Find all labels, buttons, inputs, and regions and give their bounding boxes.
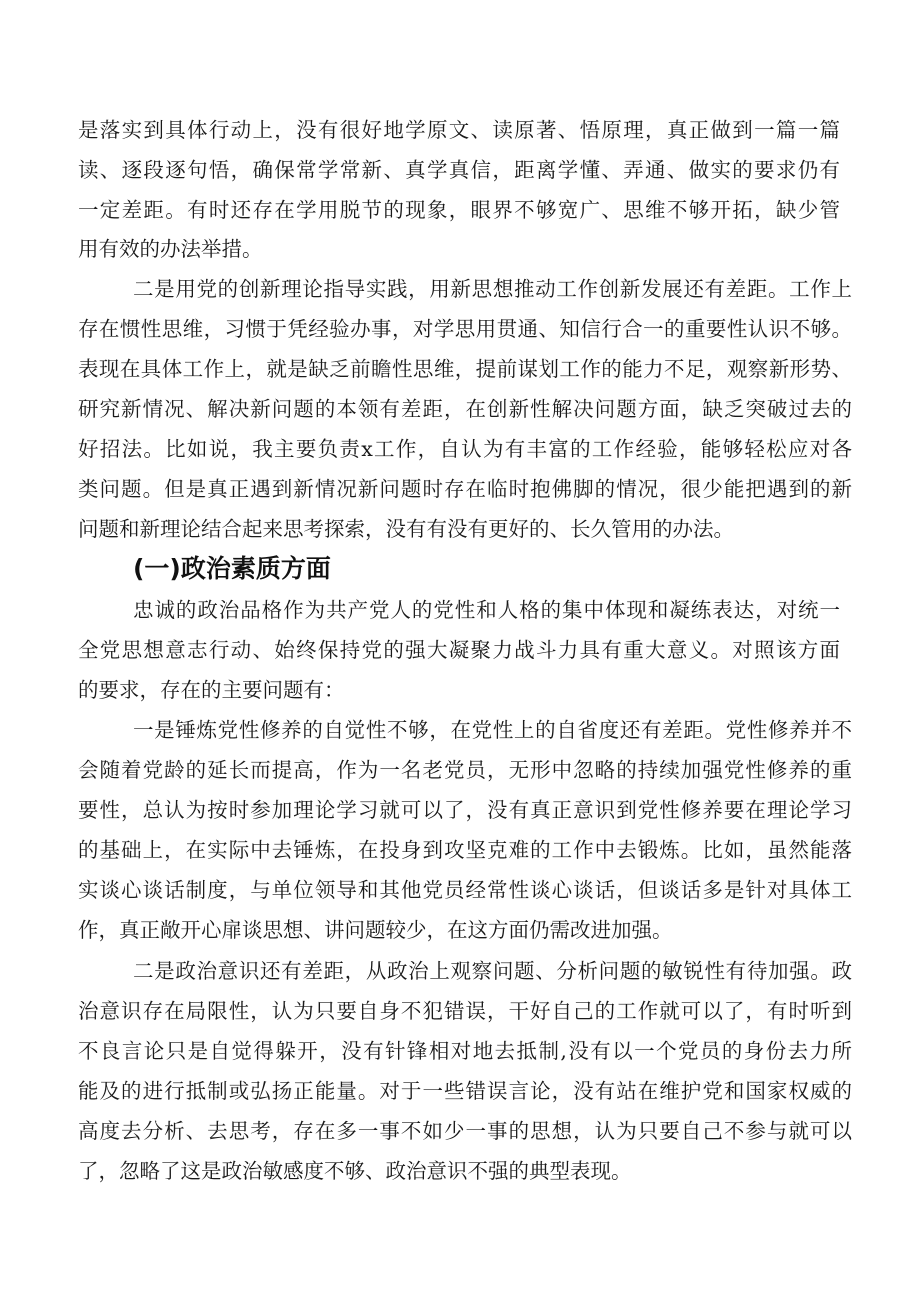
text-line: 存在惯性思维，习惯于凭经验办事，对学思用贯通、知信行合一的重要性认识不够。 xyxy=(78,317,853,341)
text-line: 用有效的办法举措。 xyxy=(78,237,263,261)
section-heading: (一)政治素质方面 xyxy=(133,554,331,583)
text-line: 会随着党龄的延长而提高，作为一名老党员，无形中忽略的持续加强党性修养的重 xyxy=(78,758,854,782)
text-line: 治意识存在局限性，认为只要自身不犯错误，干好自己的工作就可以了，有时听到 xyxy=(78,999,854,1023)
text-line: 类问题。但是真正遇到新情况新问题时存在临时抱佛脚的情况，很少能把遇到的新 xyxy=(78,477,854,501)
text-line: 表现在具体工作上，就是缺乏前瞻性思维，提前谋划工作的能力不足，观察新形势、 xyxy=(78,357,853,381)
text-line: 不良言论只是自觉得躲开，没有针锋相对地去抵制,没有以一个党员的身份去力所 xyxy=(78,1039,854,1063)
text-line: 二是政治意识还有差距，从政治上观察问题、分析问题的敏锐性有待加强。政 xyxy=(133,959,853,983)
text-line: 是落实到具体行动上，没有很好地学原文、读原著、悟原理，真正做到一篇一篇 xyxy=(78,118,842,142)
text-line: 好招法。比如说，我主要负责x工作，自认为有丰富的工作经验，能够轻松应对各 xyxy=(78,437,854,461)
text-line: 忠诚的政治品格作为共产党人的党性和人格的集中体现和凝练表达，对统一 xyxy=(133,598,841,622)
text-line: 实谈心谈话制度，与单位领导和其他党员经常性谈心谈话，但谈话多是针对具体工 xyxy=(78,878,854,902)
text-line: 了，忽略了这是政治敏感度不够、政治意识不强的典型表现。 xyxy=(78,1159,632,1183)
text-line: 研究新情况、解决新问题的本领有差距，在创新性解决问题方面，缺乏突破过去的 xyxy=(78,397,854,421)
text-line: 高度去分析、去思考，存在多一事不如少一事的思想，认为只要自己不参与就可以 xyxy=(78,1119,854,1143)
text-line: 的要求，存在的主要问题有： xyxy=(78,678,345,702)
text-line: 能及的进行抵制或弘扬正能量。对于一些错误言论，没有站在维护党和国家权威的 xyxy=(78,1079,854,1103)
text-line: 二是用党的创新理论指导实践，用新思想推动工作创新发展还有差距。工作上 xyxy=(133,277,853,301)
text-line: 问题和新理论结合起来思考探索，没有有没有更好的、长久管用的办法。 xyxy=(78,517,734,541)
text-line: 一定差距。有时还存在学用脱节的现象，眼界不够宽广、思维不够开拓，缺少管 xyxy=(78,198,842,222)
text-line: 一是锤炼党性修养的自觉性不够，在党性上的自省度还有差距。党性修养并不 xyxy=(133,718,853,742)
text-line: 读、逐段逐句悟，确保常学常新、真学真信，距离学懂、弄通、做实的要求仍有 xyxy=(78,158,842,182)
text-line: 要性，总认为按时参加理论学习就可以了，没有真正意识到党性修养要在理论学习 xyxy=(78,798,854,822)
text-line: 的基础上，在实际中去锤炼，在投身到攻坚克难的工作中去锻炼。比如，虽然能落 xyxy=(78,838,854,862)
text-line: 作，真正敞开心扉谈思想、讲问题较少，在这方面仍需改进加强。 xyxy=(78,918,673,942)
text-line: 全党思想意志行动、始终保持党的强大凝聚力战斗力具有重大意义。对照该方面 xyxy=(78,638,842,662)
